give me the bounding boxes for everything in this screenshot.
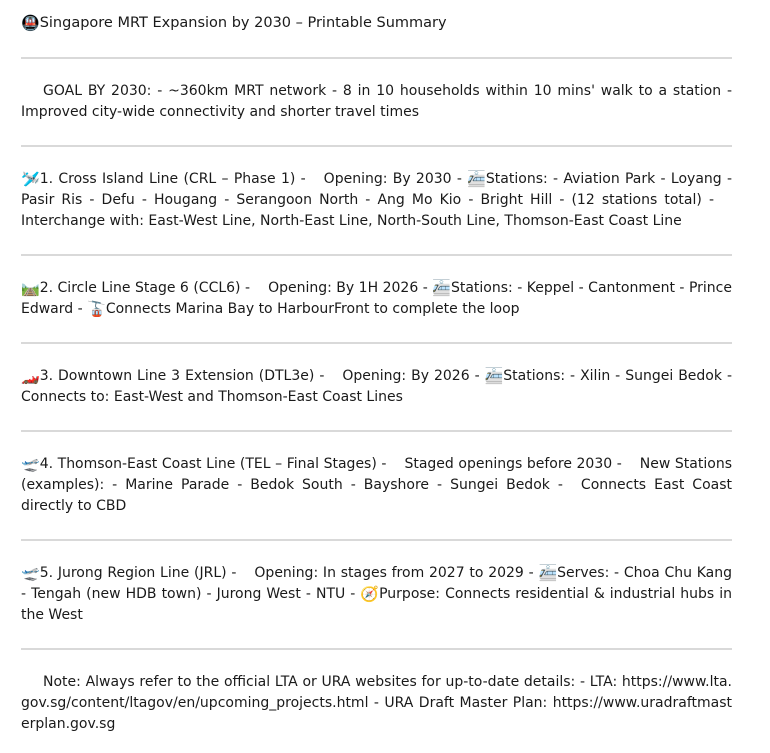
- title-text: Singapore MRT Expansion by 2030 – Printable Summary: [39, 15, 447, 31]
- printable-summary: [21, 0, 733, 732]
- interchange-text: Interchange with: East-West Line, North-East Line, North-South Line, Thomson-East Coast Line: [21, 213, 682, 229]
- airplane-departure-icon: 🛫: [21, 455, 40, 473]
- section-heading: 5. Jurong Region Line (JRL) -: [39, 565, 237, 581]
- purpose-text: Purpose: Connects residential & industrial hubs in the West: [21, 586, 733, 623]
- airplane-departure-icon: 🛫: [21, 564, 40, 582]
- stations-text: Stations: - Aviation Park - Loyang - Pasir Ris - Defu - Hougang - Serangoon North - Ang Mo Kio - Bright Hill - (12 stations total) -: [21, 171, 733, 208]
- racing-car-icon: 🏎️: [21, 367, 40, 385]
- connects-text: Connects Marina Bay to HarbourFront to complete the loop: [105, 301, 520, 317]
- aerial-tramway-icon: 🚡: [87, 300, 106, 318]
- railway-track-icon: 🛤️: [21, 279, 40, 297]
- note-block: [21, 672, 732, 732]
- opening-text: Opening: By 2026 -: [342, 368, 480, 384]
- compass-icon: 🧭: [360, 585, 380, 603]
- section-heading: 1. Cross Island Line (CRL – Phase 1) -: [39, 171, 306, 187]
- section-cross-island-line: [21, 169, 732, 232]
- section-heading: 4. Thomson-East Coast Line (TEL – Final Stages) -: [39, 456, 387, 472]
- stations-text: Stations: - Keppel - Cantonment - Prince Edward -: [21, 280, 732, 317]
- goal-block: [21, 81, 732, 123]
- opening-text: Opening: By 2030 -: [323, 171, 462, 187]
- connects-text: Connects to: East-West and Thomson-East Coast Lines: [21, 389, 403, 405]
- connects-text: Connects East Coast directly to CBD: [21, 477, 732, 514]
- serves-text: Serves: - Choa Chu Kang - Tengah (new HDB town) - Jurong West - NTU -: [21, 565, 733, 602]
- light-rail-icon: 🚈: [432, 279, 451, 297]
- opening-text: Staged openings before 2030 -: [404, 456, 622, 472]
- opening-text: Opening: In stages from 2027 to 2029 -: [254, 565, 534, 581]
- stations-text: New Stations (examples): - Marine Parade - Bedok South - Bayshore - Sungei Bedok -: [21, 456, 732, 493]
- section-heading: 3. Downtown Line 3 Extension (DTL3e) -: [39, 368, 325, 384]
- light-rail-icon: 🚈: [484, 367, 504, 385]
- note-text: Note: Always refer to the official LTA or URA websites for up-to-date details: - LTA: https://www.lta.gov.sg/content/ltagov/en/upcoming_projects.html - URA Draft Master Plan: https://www.uradraftmasterplan.gov.sg: [21, 674, 732, 732]
- section-jurong-region-line: [21, 563, 732, 626]
- section-downtown-line-3-extension: [21, 366, 732, 408]
- section-thomson-east-coast-line: [21, 454, 732, 517]
- light-rail-icon: 🚈: [538, 564, 558, 582]
- section-heading: 2. Circle Line Stage 6 (CCL6) -: [39, 280, 251, 296]
- airplane-icon: 🛩️: [21, 170, 40, 188]
- metro-train-icon: 🚇: [21, 13, 40, 32]
- opening-text: Opening: By 1H 2026 -: [268, 280, 428, 296]
- goal-text: GOAL BY 2030: - ~360km MRT network - 8 in 10 households within 10 mins' walk to a station - Improved city-wide connectivity and shorter travel times: [21, 83, 732, 120]
- page-title: [21, 12, 732, 34]
- stations-text: Stations: - Xilin - Sungei Bedok -: [503, 368, 733, 384]
- light-rail-icon: 🚈: [467, 170, 486, 188]
- section-circle-line-stage-6: [21, 278, 732, 320]
